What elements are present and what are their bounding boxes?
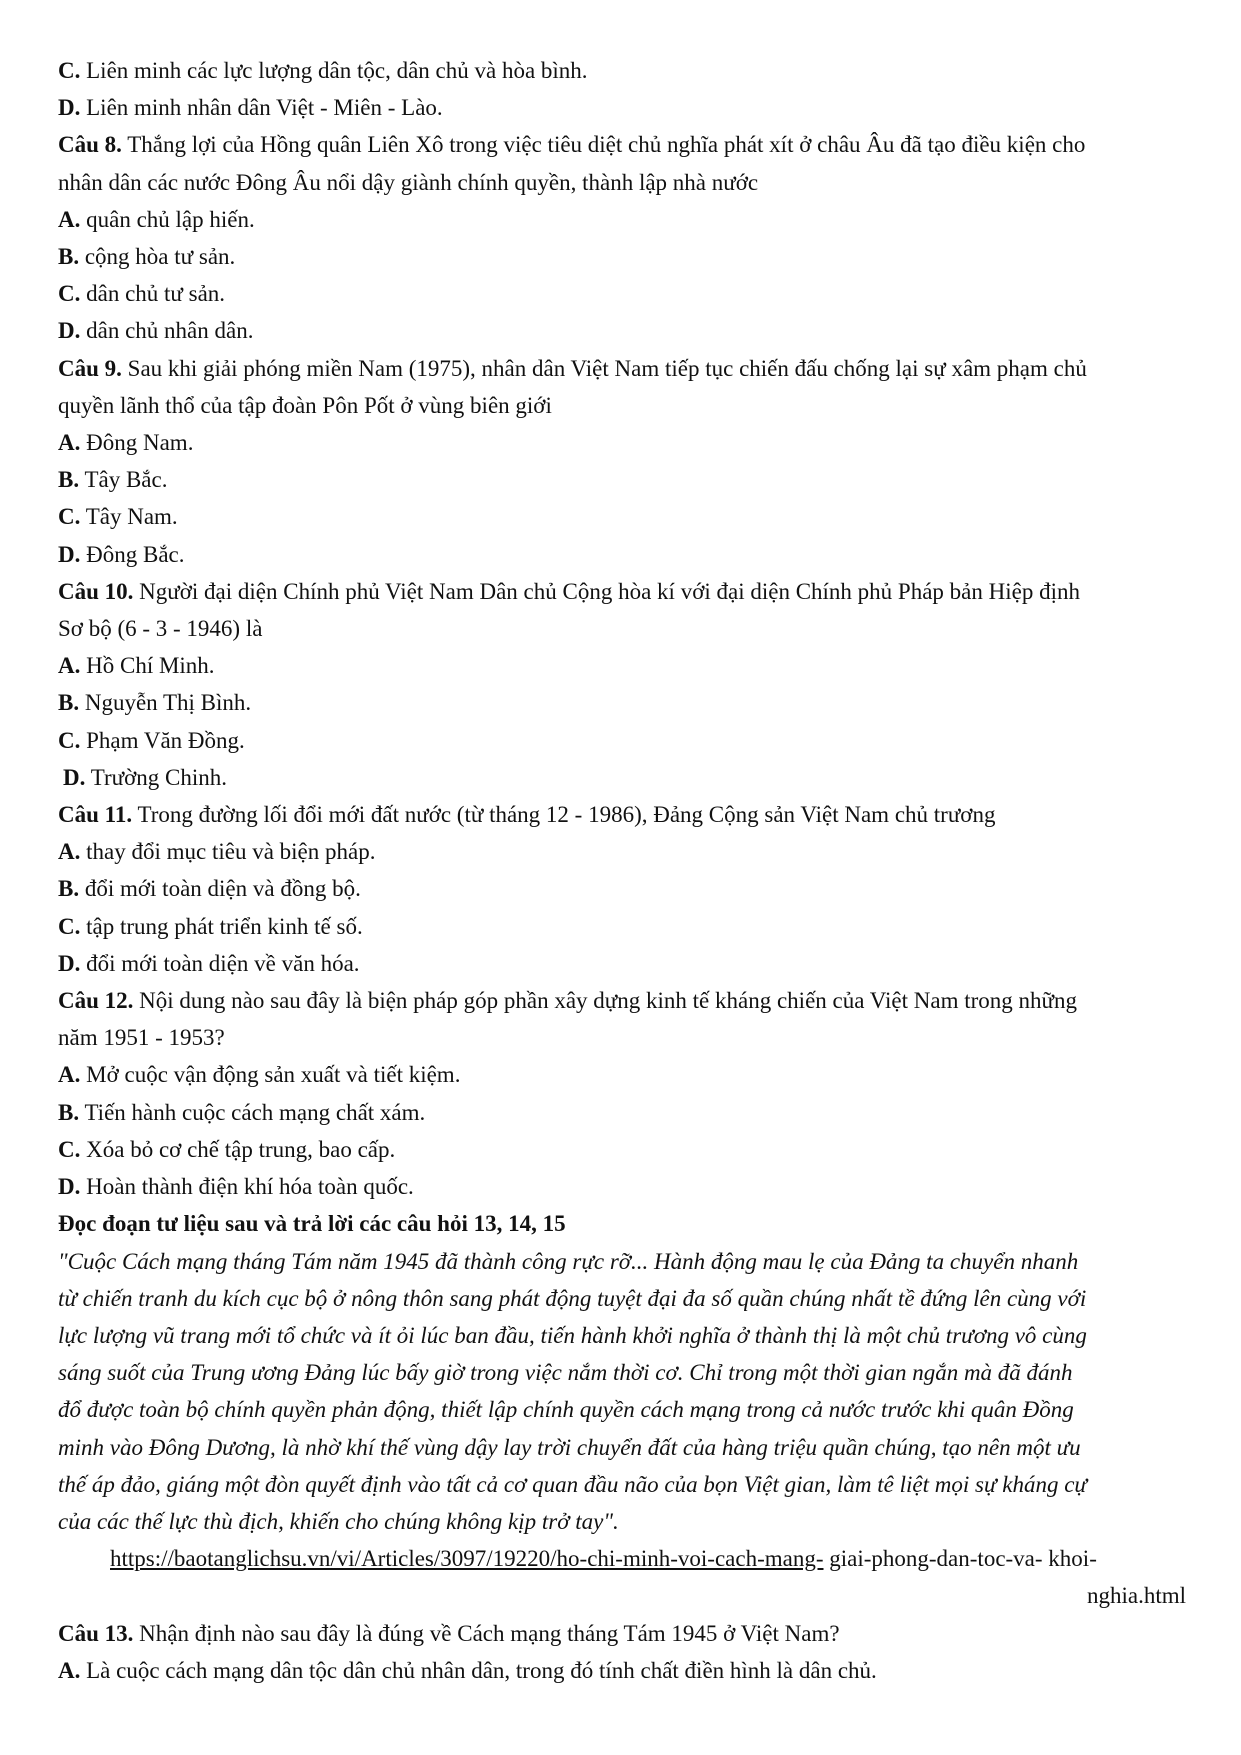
q11-stem: Câu 11. Trong đường lối đổi mới đất nước (từ tháng 12 - 1986), Đảng Cộng sản Việt Nam chủ trương (58, 802, 996, 828)
q9-stem: Câu 9. Sau khi giải phóng miền Nam (1975), nhân dân Việt Nam tiếp tục chiến đấu chống lại sự xâm phạm chủ (58, 355, 1087, 381)
q8-option-c: C. dân chủ tư sản. (58, 281, 226, 307)
q8-option-b: B. cộng hòa tư sản. (58, 244, 236, 270)
passage-line: từ chiến tranh du kích cục bộ ở nông thôn sang phát động tuyệt đại đa số quần chúng nhất tề đứng lên cùng với (58, 1285, 1087, 1311)
q7-option-c: C. Liên minh các lực lượng dân tộc, dân chủ và hòa bình. (58, 58, 588, 83)
q12-option-a: A. Mở cuộc vận động sản xuất và tiết kiệm. (58, 1062, 461, 1088)
q12-option-d: D. Hoàn thành điện khí hóa toàn quốc. (58, 1174, 414, 1200)
passage-line: của các thế lực thù địch, khiến cho chúng không kịp trở tay". (58, 1508, 619, 1534)
q9-option-c: C. Tây Nam. (58, 504, 178, 530)
passage-line: lực lượng vũ trang mới tổ chức và ít ỏi lúc ban đầu, tiến hành khởi nghĩa ở thành thị là một chủ trương vô cùng (58, 1322, 1087, 1348)
passage-source (58, 1540, 1186, 1577)
q8-stem: Câu 8. Thắng lợi của Hồng quân Liên Xô trong việc tiêu diệt chủ nghĩa phát xít ở châu Âu đã tạo điều kiện cho (58, 132, 1086, 158)
passage-heading: Đọc đoạn tư liệu sau và trả lời các câu hỏi 13, 14, 15 (58, 1211, 566, 1237)
q11-option-b: B. đổi mới toàn diện và đồng bộ. (58, 876, 361, 902)
passage-line: "Cuộc Cách mạng tháng Tám năm 1945 đã thành công rực rỡ... Hành động mau lẹ của Đảng ta chuyển nhanh (58, 1248, 1079, 1274)
passage-quote (58, 1243, 1186, 1541)
q8-stem-cont: nhân dân các nước Đông Âu nổi dậy giành chính quyền, thành lập nhà nước (58, 169, 759, 195)
passage-line: sáng suốt của Trung ương Đảng lúc bấy giờ trong việc nắm thời cơ. Chỉ trong một thời gian ngắn mà đã đánh (58, 1360, 1073, 1386)
exam-page (58, 52, 1186, 1689)
q10-option-b: B. Nguyễn Thị Bình. (58, 690, 252, 716)
q11-option-c: C. tập trung phát triển kinh tế số. (58, 913, 363, 939)
q9-option-b: B. Tây Bắc. (58, 467, 168, 493)
passage-line: minh vào Đông Dương, là nhờ khí thế vùng dậy lay trời chuyển đất của hàng triệu quần chúng, tạo nên một ưu (58, 1434, 1081, 1460)
q7-option-d: D. Liên minh nhân dân Việt - Miên - Lào. (58, 95, 443, 121)
source-link[interactable]: https://baotanglichsu.vn/vi/Articles/3097/19220/ho-chi-minh-voi-cach-mang- (110, 1546, 824, 1572)
q8-option-d: D. dân chủ nhân dân. (58, 318, 254, 344)
q10-option-c: C. Phạm Văn Đồng. (58, 727, 245, 753)
q9-option-d: D. Đông Bắc. (58, 541, 185, 567)
q12-option-b: B. Tiến hành cuộc cách mạng chất xám. (58, 1099, 426, 1125)
source-rest: giai-phong-dan-toc-va- khoi- (823, 1546, 1097, 1572)
q8-option-a: A. quân chủ lập hiến. (58, 206, 255, 232)
q9-stem-cont: quyền lãnh thổ của tập đoàn Pôn Pốt ở vùng biên giới (58, 392, 552, 418)
q10-option-d: D. Trường Chinh. (63, 764, 227, 790)
q10-stem-cont: Sơ bộ (6 - 3 - 1946) là (58, 616, 263, 642)
q12-stem-cont: năm 1951 - 1953? (58, 1025, 225, 1051)
passage-line: thế áp đảo, giáng một đòn quyết định vào tất cả cơ quan đầu não của bọn Việt gian, làm tê liệt mọi sự kháng cự (58, 1471, 1087, 1497)
q11-option-d: D. đổi mới toàn diện về văn hóa. (58, 950, 360, 976)
q11-option-a: A. thay đổi mục tiêu và biện pháp. (58, 839, 376, 865)
q10-stem: Câu 10. Người đại diện Chính phủ Việt Nam Dân chủ Cộng hòa kí với đại diện Chính phủ Pháp bản Hiệp định (58, 578, 1080, 604)
q10-option-a: A. Hồ Chí Minh. (58, 653, 215, 679)
q12-option-c: C. Xóa bỏ cơ chế tập trung, bao cấp. (58, 1136, 396, 1162)
q13-stem: Câu 13. Nhận định nào sau đây là đúng về Cách mạng tháng Tám 1945 ở Việt Nam? (58, 1620, 840, 1646)
passage-line: đổ được toàn bộ chính quyền phản động, thiết lập chính quyền cách mạng trong cả nước trước khi quân Đồng (58, 1397, 1074, 1423)
passage-source-end: nghia.html (1086, 1583, 1186, 1609)
q13-option-a: A. Là cuộc cách mạng dân tộc dân chủ nhân dân, trong đó tính chất điền hình là dân chủ. (58, 1657, 877, 1683)
q12-stem: Câu 12. Nội dung nào sau đây là biện pháp góp phần xây dựng kinh tế kháng chiến của Việt Nam trong những (58, 988, 1077, 1014)
q9-option-a: A. Đông Nam. (58, 430, 194, 456)
